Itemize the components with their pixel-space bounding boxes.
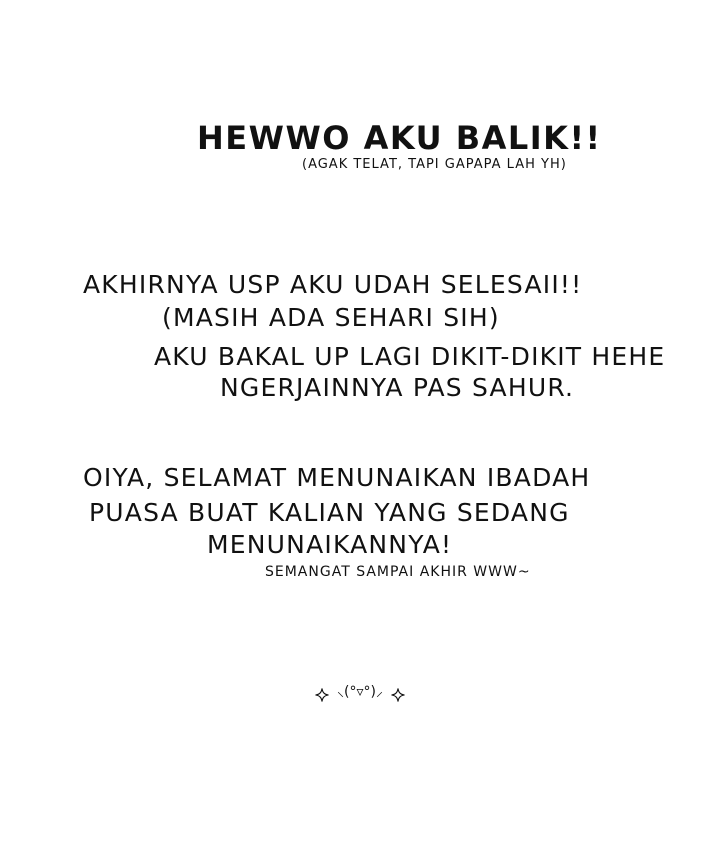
paragraph-1-line-1: AKHIRNYA USP AKU UDAH SELESAII!! bbox=[83, 270, 583, 299]
paragraph-2-line-1: OIYA, SELAMAT MENUNAIKAN IBADAH bbox=[83, 463, 591, 492]
paragraph-1-line-2: (MASIH ADA SEHARI SIH) bbox=[162, 303, 500, 332]
paragraph-2-line-2: PUASA BUAT KALIAN YANG SEDANG bbox=[89, 498, 570, 527]
paragraph-2-line-4: SEMANGAT SAMPAI AKHIR WWW~ bbox=[265, 564, 531, 580]
paragraph-2-line-3: MENUNAIKANNYA! bbox=[207, 530, 453, 559]
paragraph-1-line-4: NGERJAINNYA PAS SAHUR. bbox=[220, 373, 575, 402]
kaomoji-text: ⸜(°▿°)⸝ bbox=[337, 684, 383, 700]
page-subtitle: (AGAK TELAT, TAPI GAPAPA LAH YH) bbox=[302, 157, 567, 172]
sparkle-icon bbox=[391, 687, 405, 701]
page-title: HEWWO AKU BALIK!! bbox=[197, 119, 602, 157]
paragraph-1-line-3: AKU BAKAL UP LAGI DIKIT-DIKIT HEHE bbox=[154, 342, 666, 371]
closing-emoticon bbox=[0, 684, 720, 703]
sparkle-icon bbox=[315, 687, 329, 701]
